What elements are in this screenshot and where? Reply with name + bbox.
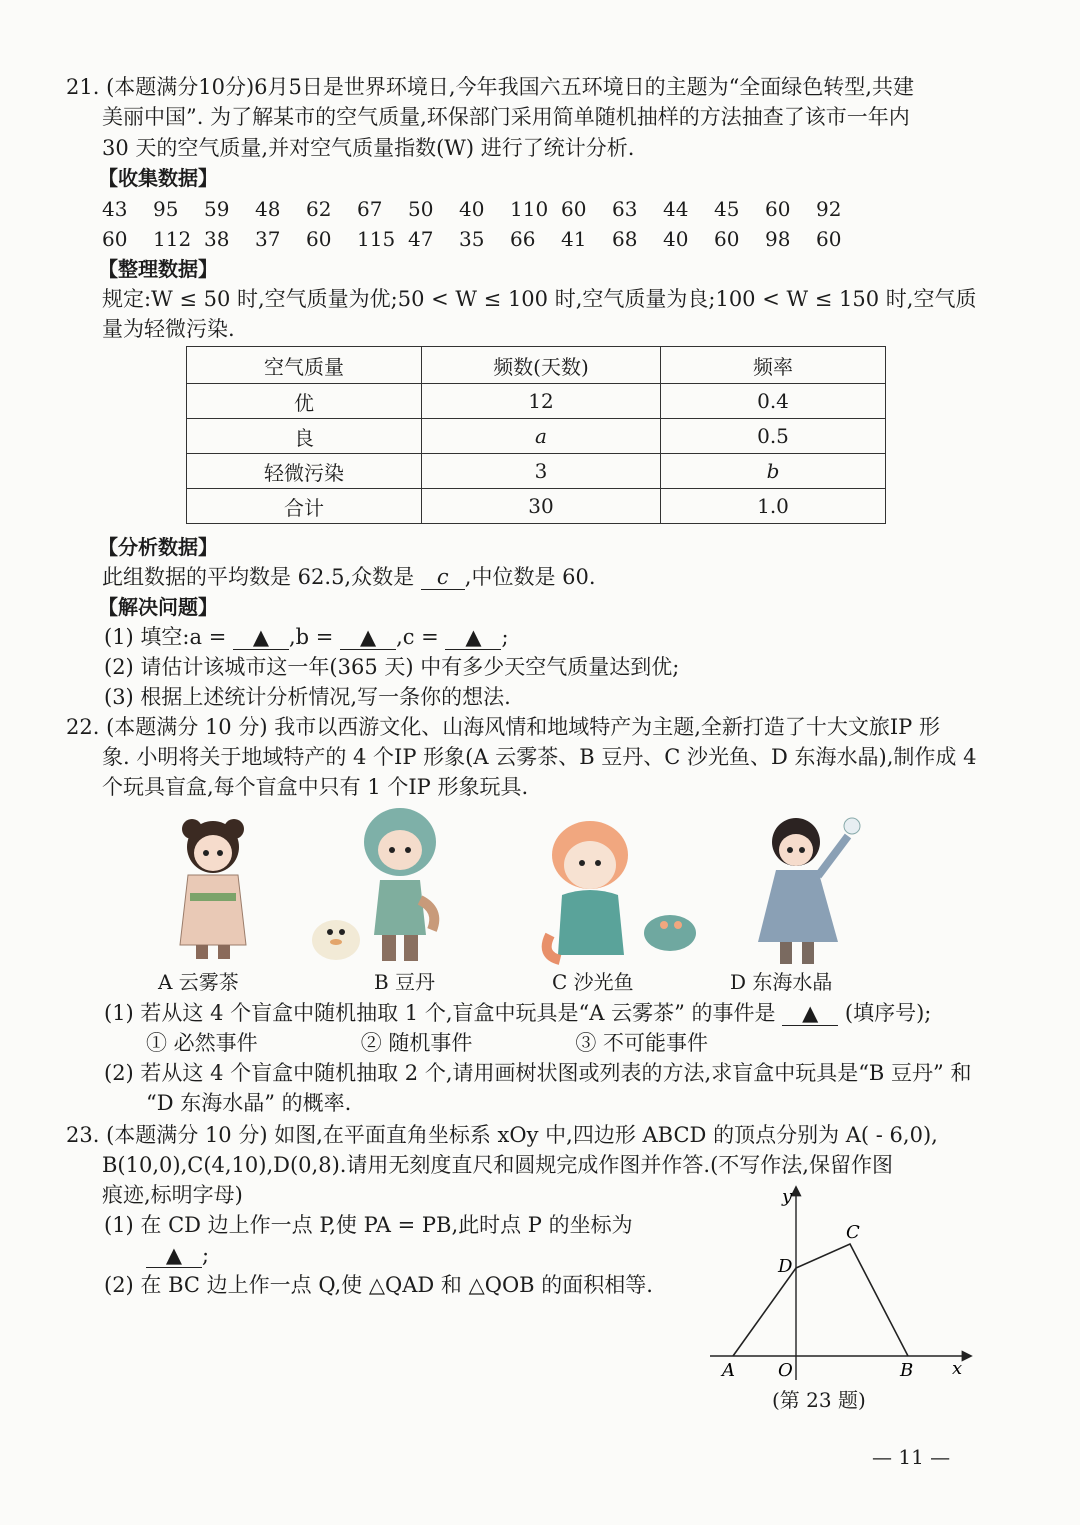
analyze-data-title: 【分析数据】 [98,535,218,559]
q23-part2: (2) 在 BC 边上作一点 Q,使 △QAD 和 △QOB 的面积相等. [104,1273,653,1297]
caption-b: B 豆丹 [374,970,436,994]
label-c: C [846,1222,860,1243]
q23-line2: B(10,0),C(4,10),D(0,8).请用无刻度直尺和圆规完成作图并作答.(不写作法,保留作图 [102,1153,893,1177]
coordinate-figure [700,1180,980,1390]
data-value: 95 [153,197,179,221]
table-cell: a [422,419,661,454]
data-value: 35 [459,227,485,251]
label-b: ,b = [288,625,334,649]
data-value: 40 [663,227,689,251]
data-value: 47 [408,227,434,251]
table-header: 频率 [661,347,886,384]
q23-line3: 痕迹,标明字母) [102,1183,243,1207]
mode-blank: c [421,565,465,590]
table-cell: 优 [187,384,422,419]
rule-line1: 规定:W ≤ 50 时,空气质量为优;50 < W ≤ 100 时,空气质量为良;100 < W ≤ 150 时,空气质 [102,287,977,311]
table-header-row [187,347,886,384]
option-certain: ① 必然事件 [146,1031,258,1055]
rule-line2: 量为轻微污染. [102,317,235,341]
table-cell: 轻微污染 [187,454,422,489]
table-row [187,384,886,419]
table-cell: 12 [422,384,661,419]
table-row [187,454,886,489]
label-o: O [778,1360,793,1381]
label-b: B [900,1360,914,1381]
data-value: 44 [663,197,689,221]
data-value: 63 [612,197,638,221]
page-number: — 11 — [872,1445,951,1469]
q22-line1: 22. (本题满分 10 分) 我市以西游文化、山海风情和地域特产为主题,全新打造了十大文旅IP 形 [66,715,940,739]
caption-d: D 东海水晶 [730,970,833,994]
organize-data-title: 【整理数据】 [98,257,218,281]
donghai-crystal-character-image [748,812,868,972]
q22-line3: 个玩具盲盒,每个盲盒中只有 1 个IP 形象玩具. [102,775,529,799]
data-value: 41 [561,227,587,251]
table-cell: b [661,454,886,489]
data-value: 59 [204,197,230,221]
solve-problem-title: 【解决问题】 [98,595,218,619]
data-value: 60 [561,197,587,221]
data-value: 67 [357,197,383,221]
data-value: 40 [459,197,485,221]
table-row [187,489,886,524]
table-header: 空气质量 [187,347,422,384]
collect-data-title: 【收集数据】 [98,166,218,190]
answer-blank-b: ▲ [340,625,396,650]
data-row-1 [102,194,867,224]
q21-line3: 30 天的空气质量,并对空气质量指数(W) 进行了统计分析. [102,136,635,160]
frequency-table [186,346,886,524]
data-value: 92 [816,197,842,221]
cloud-tea-character-image [168,815,258,965]
analyze-text: 此组数据的平均数是 62.5,众数是 [102,565,415,589]
q22-line2: 象. 小明将关于地域特产的 4 个IP 形象(A 云雾茶、B 豆丹、C 沙光鱼、D 东海水晶),制作成 4 [102,745,977,769]
table-cell: 合计 [187,489,422,524]
q22-part1-end: (填序号); [844,1001,932,1025]
table-cell: 30 [422,489,661,524]
data-value: 98 [765,227,791,251]
event-answer-blank: ▲ [782,1001,838,1026]
q21-line1: 21. (本题满分10分)6月5日是世界环境日,今年我国六五环境日的主题为“全面绿色转型,共建 [66,75,914,99]
part1-label: (1) 填空:a = [104,625,227,649]
data-value: 110 [510,197,549,221]
data-value: 68 [612,227,638,251]
data-value: 50 [408,197,434,221]
q21-part2: (2) 请估计该城市这一年(365 天) 中有多少天空气质量达到优; [104,655,680,679]
q22-part1 [104,998,931,1028]
shaguangyu-character-image [540,815,700,965]
data-value: 62 [306,197,332,221]
option-random: ② 随机事件 [360,1031,473,1055]
data-value: 37 [255,227,281,251]
table-cell: 3 [422,454,661,489]
data-value: 112 [153,227,192,251]
table-cell: 良 [187,419,422,454]
event-options [146,1028,708,1058]
data-value: 66 [510,227,536,251]
label-a: A [722,1360,735,1381]
q21-line2: 美丽中国”. 为了解某市的空气质量,环保部门采用简单随机抽样的方法抽查了该市一年内 [102,105,910,129]
doudan-character-image [300,800,450,970]
table-row [187,419,886,454]
label-y: y [782,1186,793,1207]
label-d: D [778,1256,793,1277]
option-impossible: ③ 不可能事件 [575,1031,709,1055]
q22-part2-line1: (2) 若从这 4 个盲盒中随机抽取 2 个,请用画树状图或列表的方法,求盲盒中玩具是“B 豆丹” 和 [104,1061,972,1085]
data-value: 60 [765,197,791,221]
q23-part1-answer [146,1240,209,1270]
data-value: 48 [255,197,281,221]
analyze-line [102,562,596,592]
table-cell: 1.0 [661,489,886,524]
caption-c: C 沙光鱼 [552,970,634,994]
table-cell: 0.4 [661,384,886,419]
point-p-answer-blank: ▲ [146,1243,202,1268]
data-value: 60 [306,227,332,251]
q23-part1: (1) 在 CD 边上作一点 P,使 PA = PB,此时点 P 的坐标为 [104,1213,633,1237]
table-cell: 0.5 [661,419,886,454]
data-value: 115 [357,227,396,251]
figure-caption: (第 23 题) [772,1388,866,1412]
data-row-2 [102,224,867,254]
analyze-text-end: ,中位数是 60. [464,565,596,589]
data-value: 45 [714,197,740,221]
data-value: 38 [204,227,230,251]
answer-blank-c: ▲ [445,625,501,650]
q22-part2-line2: “D 东海水晶” 的概率. [146,1091,352,1115]
label-x: x [952,1358,963,1379]
data-value: 60 [816,227,842,251]
data-value: 43 [102,197,128,221]
label-c: ,c = [396,625,439,649]
q23-part1-end: ; [202,1243,210,1267]
part1-end: ; [501,625,509,649]
answer-blank-a: ▲ [233,625,289,650]
q21-part3: (3) 根据上述统计分析情况,写一条你的想法. [104,685,511,709]
data-value: 60 [102,227,128,251]
quadrilateral-abcd [733,1244,908,1356]
q22-part1-text: (1) 若从这 4 个盲盒中随机抽取 1 个,盲盒中玩具是“A 云雾茶” 的事件是 [104,1001,776,1025]
caption-a: A 云雾茶 [158,970,239,994]
table-header: 频数(天数) [422,347,661,384]
q23-line1: 23. (本题满分 10 分) 如图,在平面直角坐标系 xOy 中,四边形 ABCD 的顶点分别为 A( - 6,0), [66,1123,938,1147]
q21-part1 [104,622,509,652]
data-value: 60 [714,227,740,251]
